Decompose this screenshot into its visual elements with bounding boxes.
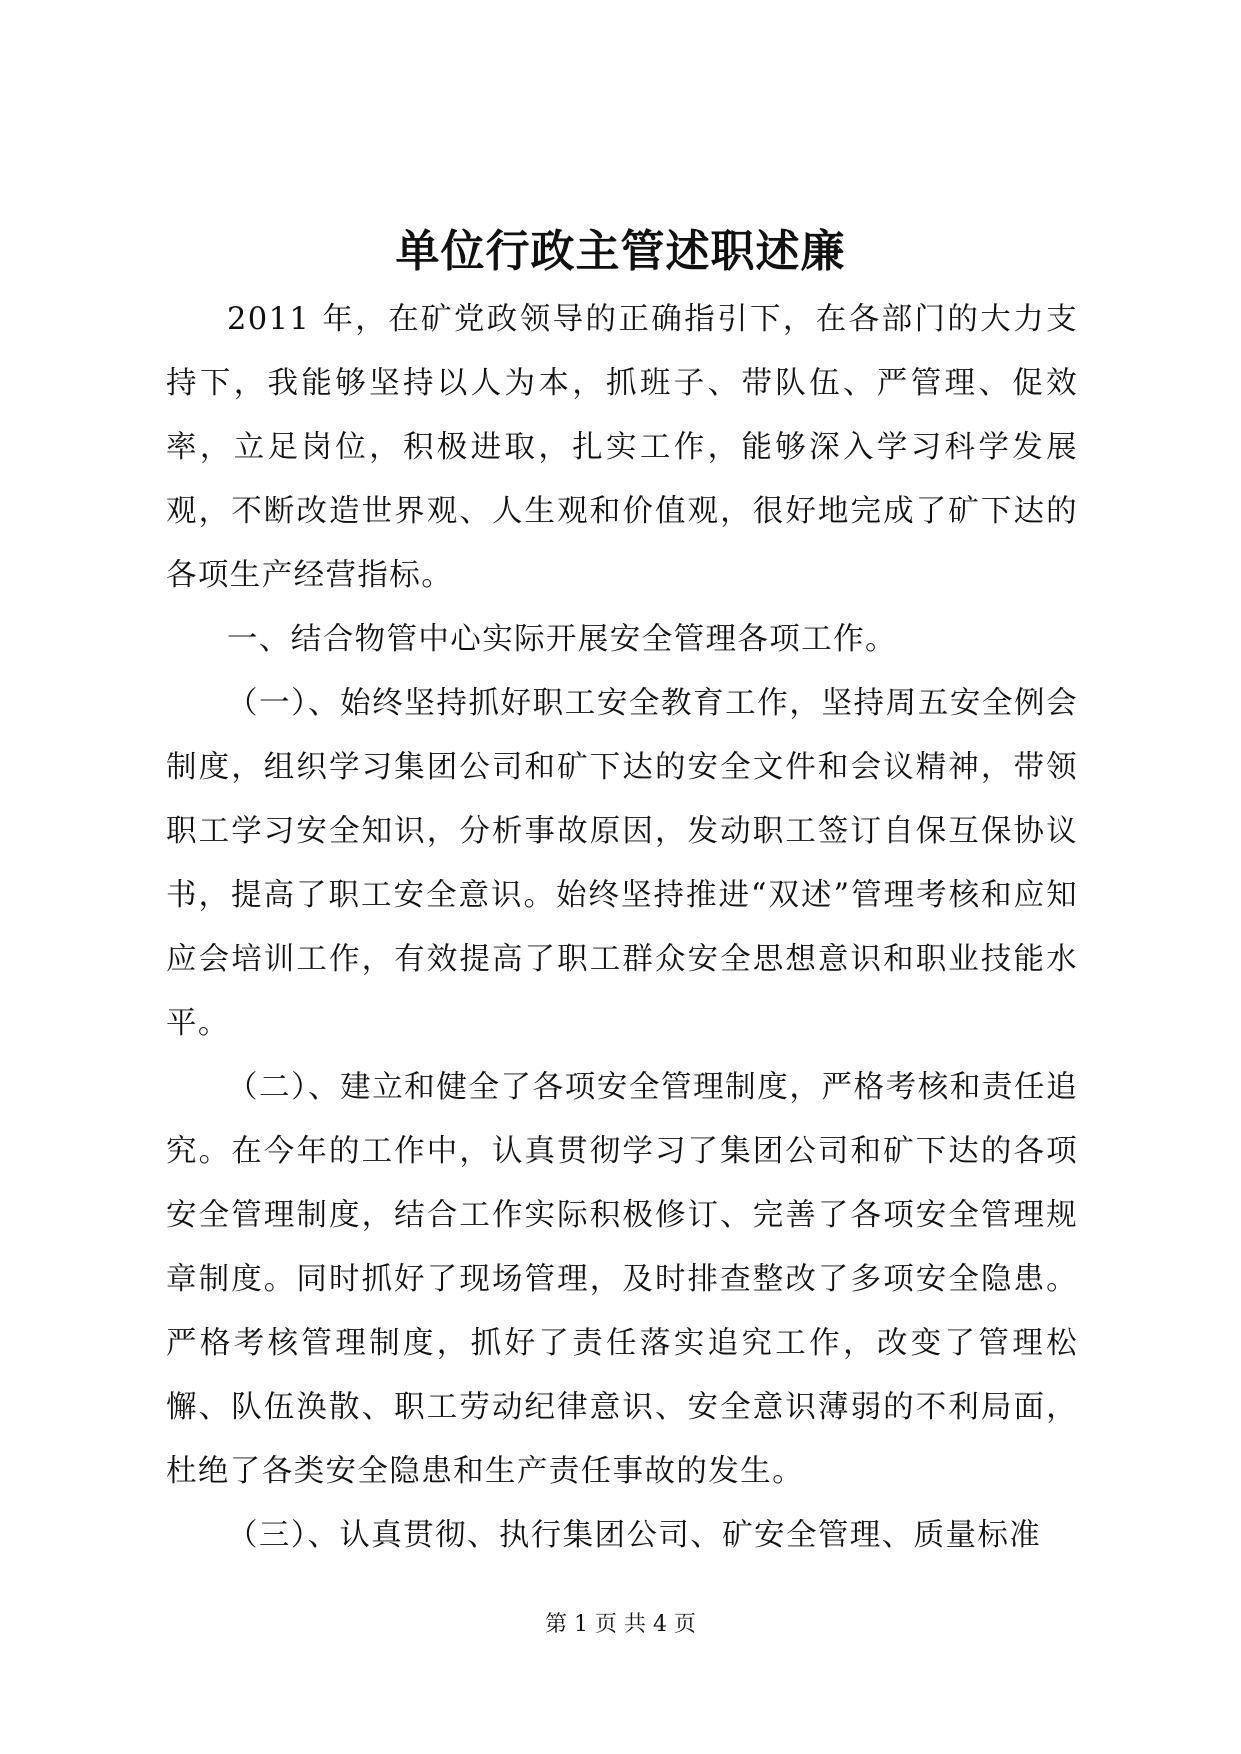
section-heading-1: 一、结合物管中心实际开展安全管理各项工作。 <box>227 622 897 657</box>
paragraph-item-2: （二）、建立和健全了各项安全管理制度，严格考核和责任追究。在今年的工作中，认真贯彻学习了集团公司和矿下达的各项安全管理制度，结合工作实际积极修订、完善了各项安全管理规章制度。同时抓好了现场管理，及时排查整改了多项安全隐患。严格考核管理制度，抓好了责任落实追究工作，改变了管理松懈、队伍涣散、职工劳动纪律意识、安全意识薄弱的不利局面，杜绝了各类安全隐患和生产责任事故的发生。 <box>166 1070 1078 1489</box>
page-footer: 第 1 页 共 4 页 <box>545 1612 696 1637</box>
paragraph-item-1: （一）、始终坚持抓好职工安全教育工作，坚持周五安全例会制度，组织学习集团公司和矿下达的安全文件和会议精神，带领职工学习安全知识，分析事故原因，发动职工签订自保互保协议书，提高了职工安全意识。始终坚持推进“双述”管理考核和应知应会培训工作，有效提高了职工群众安全思想意识和职业技能水平。 <box>166 686 1078 1041</box>
document-title: 单位行政主管述职述廉 <box>395 226 846 277</box>
document-body <box>166 288 1078 1568</box>
paragraph-item-3: （三）、认真贯彻、执行集团公司、矿安全管理、质量标准 <box>227 1518 1042 1553</box>
paragraph-intro: 2011 年，在矿党政领导的正确指引下，在各部门的大力支持下，我能够坚持以人为本，抓班子、带队伍、严管理、促效率，立足岗位，积极进取，扎实工作，能够深入学习科学发展观，不断改造世界观、人生观和价值观，很好地完成了矿下达的各项生产经营指标。 <box>166 302 1078 593</box>
